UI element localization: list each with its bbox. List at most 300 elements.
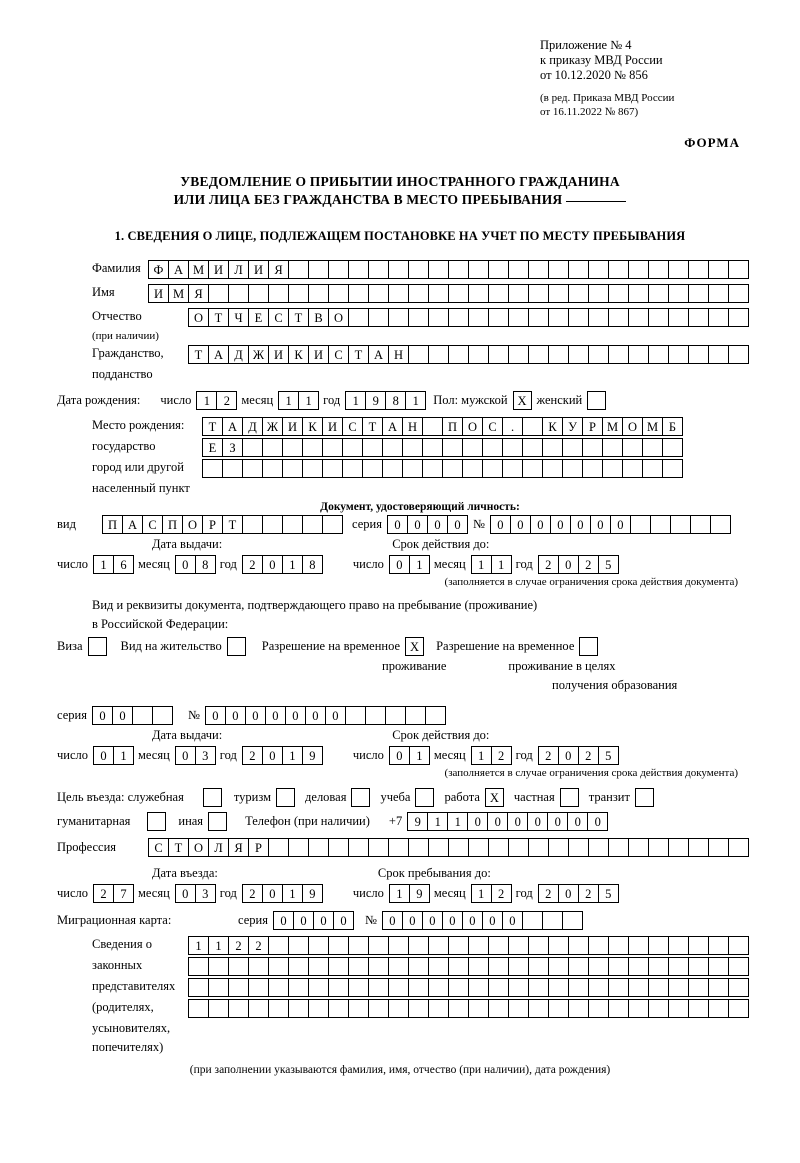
cell[interactable] [368,838,389,857]
cell[interactable] [728,345,749,364]
cell[interactable] [248,284,269,303]
cell[interactable] [228,284,249,303]
cell[interactable] [408,936,429,955]
cell[interactable]: 9 [407,812,428,831]
cell[interactable] [562,438,583,457]
cell[interactable]: 0 [175,555,196,574]
cell[interactable] [548,838,569,857]
cell[interactable]: 0 [262,746,283,765]
cell[interactable] [728,957,749,976]
cell[interactable] [488,936,509,955]
cell[interactable]: 0 [558,555,579,574]
cell[interactable] [322,459,343,478]
cell[interactable]: Б [662,417,683,436]
cell[interactable] [368,308,389,327]
cell[interactable]: У [562,417,583,436]
cell[interactable] [708,978,729,997]
cell[interactable] [268,999,289,1018]
cell[interactable] [382,438,403,457]
cell[interactable] [668,345,689,364]
cell[interactable]: Т [188,345,209,364]
birth-month-input[interactable] [278,391,318,410]
cell[interactable]: 2 [538,555,559,574]
cell[interactable] [348,260,369,279]
cell[interactable] [428,260,449,279]
profession-input[interactable] [148,838,748,857]
cell[interactable] [282,438,303,457]
identity-valid-day-input[interactable] [389,555,429,574]
cell[interactable] [408,260,429,279]
cell[interactable]: 1 [405,391,426,410]
cell[interactable]: О [182,515,203,534]
cell[interactable]: 5 [598,884,619,903]
temp-residence-checkbox[interactable]: X [405,637,424,656]
cell[interactable] [662,438,683,457]
cell[interactable]: 1 [471,746,492,765]
cell[interactable] [322,438,343,457]
cell[interactable] [650,515,671,534]
cell[interactable] [568,308,589,327]
cell[interactable] [508,308,529,327]
cell[interactable]: 0 [530,515,551,534]
cell[interactable] [448,284,469,303]
cell[interactable] [528,978,549,997]
cell[interactable] [648,978,669,997]
cell[interactable]: А [122,515,143,534]
cell[interactable] [188,978,209,997]
cell[interactable] [588,978,609,997]
cell[interactable] [508,957,529,976]
cell[interactable]: 1 [196,391,217,410]
cell[interactable]: 2 [578,884,599,903]
cell[interactable] [628,345,649,364]
cell[interactable]: 0 [407,515,428,534]
cell[interactable] [268,957,289,976]
cell[interactable]: 0 [527,812,548,831]
cell[interactable]: 1 [188,936,209,955]
cell[interactable] [288,838,309,857]
cell[interactable]: 2 [242,555,263,574]
cell[interactable]: 0 [587,812,608,831]
cell[interactable]: Т [222,515,243,534]
cell[interactable] [642,438,663,457]
cell[interactable] [385,706,406,725]
cell[interactable]: А [368,345,389,364]
entry-month-input[interactable] [175,884,215,903]
cell[interactable] [342,459,363,478]
cell[interactable] [428,838,449,857]
cell[interactable]: 0 [175,746,196,765]
cell[interactable] [708,284,729,303]
cell[interactable] [348,999,369,1018]
stay-day-input[interactable] [389,884,429,903]
cell[interactable] [568,936,589,955]
cell[interactable]: 0 [447,515,468,534]
cell[interactable] [388,999,409,1018]
visa-checkbox[interactable] [88,637,107,656]
cell[interactable] [608,260,629,279]
cell[interactable]: М [642,417,663,436]
cell[interactable]: 0 [92,706,113,725]
cell[interactable] [468,978,489,997]
cell[interactable]: 2 [242,884,263,903]
cell[interactable]: В [308,308,329,327]
cell[interactable] [328,978,349,997]
cell[interactable] [582,438,603,457]
cell[interactable]: 6 [113,555,134,574]
cell[interactable] [242,438,263,457]
cell[interactable] [268,284,289,303]
cell[interactable] [328,999,349,1018]
cell[interactable] [308,838,329,857]
cell[interactable] [362,438,383,457]
cell[interactable]: А [208,345,229,364]
cell[interactable] [368,260,389,279]
cell[interactable]: 0 [273,911,294,930]
cell[interactable] [602,459,623,478]
birth-year-input[interactable] [345,391,425,410]
cell[interactable] [448,345,469,364]
cell[interactable] [408,978,429,997]
cell[interactable] [548,999,569,1018]
cell[interactable]: Д [242,417,263,436]
stay-year-input[interactable] [538,884,618,903]
purpose-service-checkbox[interactable] [203,788,222,807]
cell[interactable] [348,838,369,857]
cell[interactable]: 7 [113,884,134,903]
cell[interactable] [670,515,691,534]
cell[interactable] [425,706,446,725]
cell[interactable] [708,838,729,857]
cell[interactable] [388,936,409,955]
cell[interactable] [462,459,483,478]
cell[interactable]: 1 [491,555,512,574]
cell[interactable] [388,284,409,303]
cell[interactable] [542,911,563,930]
identity-valid-year-input[interactable] [538,555,618,574]
cell[interactable] [408,308,429,327]
cell[interactable] [268,838,289,857]
identity-issue-day-input[interactable] [93,555,133,574]
cell[interactable] [548,308,569,327]
cell[interactable] [628,999,649,1018]
cell[interactable]: Е [202,438,223,457]
cell[interactable] [362,459,383,478]
cell[interactable] [422,438,443,457]
cell[interactable] [208,999,229,1018]
cell[interactable]: 1 [282,884,303,903]
cell[interactable] [668,957,689,976]
cell[interactable] [488,260,509,279]
cell[interactable] [262,515,283,534]
cell[interactable]: 0 [293,911,314,930]
cell[interactable] [668,308,689,327]
cell[interactable] [668,936,689,955]
cell[interactable] [728,284,749,303]
cell[interactable] [345,706,366,725]
cell[interactable] [488,308,509,327]
cell[interactable] [468,308,489,327]
cell[interactable] [208,978,229,997]
cell[interactable] [328,838,349,857]
cell[interactable] [548,260,569,279]
cell[interactable]: 9 [409,884,430,903]
legal-rep-input-1[interactable] [188,936,748,955]
identity-issue-year-input[interactable] [242,555,322,574]
cell[interactable] [608,838,629,857]
cell[interactable] [442,438,463,457]
sex-male-checkbox[interactable]: X [513,391,532,410]
cell[interactable] [448,838,469,857]
cell[interactable]: 0 [333,911,354,930]
cell[interactable]: Я [268,260,289,279]
cell[interactable]: А [222,417,243,436]
cell[interactable] [488,284,509,303]
cell[interactable] [468,345,489,364]
cell[interactable]: О [188,838,209,857]
cell[interactable] [282,459,303,478]
cell[interactable]: 2 [538,884,559,903]
cell[interactable] [302,459,323,478]
cell[interactable]: Т [168,838,189,857]
cell[interactable] [468,284,489,303]
cell[interactable] [468,838,489,857]
cell[interactable]: П [102,515,123,534]
cell[interactable]: 0 [389,746,410,765]
cell[interactable] [568,957,589,976]
cell[interactable]: 0 [442,911,463,930]
cell[interactable] [548,284,569,303]
cell[interactable] [368,999,389,1018]
cell[interactable]: 0 [422,911,443,930]
cell[interactable] [608,936,629,955]
cell[interactable] [688,838,709,857]
cell[interactable]: 0 [265,706,286,725]
stay-doc-issue-day-input[interactable] [93,746,133,765]
cell[interactable] [648,345,669,364]
cell[interactable]: М [168,284,189,303]
cell[interactable] [690,515,711,534]
cell[interactable] [262,438,283,457]
cell[interactable] [508,345,529,364]
cell[interactable] [302,438,323,457]
cell[interactable]: Л [208,838,229,857]
migration-series-input[interactable] [273,911,353,930]
cell[interactable] [405,706,426,725]
purpose-study-checkbox[interactable] [415,788,434,807]
cell[interactable] [468,260,489,279]
identity-issue-month-input[interactable] [175,555,215,574]
cell[interactable]: П [442,417,463,436]
entry-day-input[interactable] [93,884,133,903]
cell[interactable] [608,284,629,303]
cell[interactable]: 1 [282,555,303,574]
cell[interactable] [508,936,529,955]
cell[interactable] [328,284,349,303]
cell[interactable]: 8 [302,555,323,574]
cell[interactable]: И [248,260,269,279]
birthplace-input-2[interactable] [202,438,682,457]
cell[interactable]: С [328,345,349,364]
cell[interactable] [328,936,349,955]
cell[interactable] [568,260,589,279]
cell[interactable]: 0 [175,884,196,903]
cell[interactable] [365,706,386,725]
cell[interactable]: 9 [365,391,386,410]
cell[interactable] [568,284,589,303]
cell[interactable] [288,957,309,976]
cell[interactable]: 3 [195,746,216,765]
cell[interactable]: 2 [248,936,269,955]
cell[interactable] [288,284,309,303]
cell[interactable]: 1 [208,936,229,955]
cell[interactable] [488,999,509,1018]
cell[interactable]: 0 [225,706,246,725]
surname-input[interactable] [148,260,748,279]
cell[interactable] [308,999,329,1018]
cell[interactable]: К [302,417,323,436]
cell[interactable] [308,957,329,976]
cell[interactable] [328,957,349,976]
cell[interactable] [588,260,609,279]
cell[interactable]: 0 [487,812,508,831]
cell[interactable]: И [308,345,329,364]
identity-type-input[interactable] [102,515,342,534]
cell[interactable] [228,999,249,1018]
cell[interactable] [328,260,349,279]
cell[interactable] [648,260,669,279]
stay-doc-issue-month-input[interactable] [175,746,215,765]
cell[interactable] [348,308,369,327]
cell[interactable]: Л [228,260,249,279]
cell[interactable] [308,936,329,955]
cell[interactable]: 1 [345,391,366,410]
cell[interactable] [648,838,669,857]
cell[interactable] [248,978,269,997]
cell[interactable] [388,978,409,997]
sex-female-checkbox[interactable] [587,391,606,410]
cell[interactable]: 2 [538,746,559,765]
cell[interactable]: Р [582,417,603,436]
cell[interactable] [502,459,523,478]
cell[interactable] [548,345,569,364]
cell[interactable] [522,911,543,930]
cell[interactable] [428,308,449,327]
cell[interactable]: М [188,260,209,279]
cell[interactable] [708,308,729,327]
cell[interactable]: 8 [195,555,216,574]
cell[interactable] [388,957,409,976]
cell[interactable]: 1 [278,391,299,410]
cell[interactable]: 0 [112,706,133,725]
cell[interactable] [628,957,649,976]
cell[interactable] [448,999,469,1018]
cell[interactable] [388,308,409,327]
cell[interactable] [708,999,729,1018]
cell[interactable] [568,345,589,364]
cell[interactable] [628,978,649,997]
cell[interactable]: О [328,308,349,327]
cell[interactable]: Н [402,417,423,436]
cell[interactable]: И [282,417,303,436]
stay-doc-series-input[interactable] [92,706,172,725]
identity-number-input[interactable] [490,515,730,534]
cell[interactable]: . [502,417,523,436]
cell[interactable] [588,284,609,303]
cell[interactable] [708,345,729,364]
cell[interactable]: И [208,260,229,279]
cell[interactable] [408,999,429,1018]
cell[interactable] [662,459,683,478]
cell[interactable] [388,260,409,279]
stay-month-input[interactable] [471,884,511,903]
cell[interactable] [502,438,523,457]
cell[interactable] [408,838,429,857]
cell[interactable] [608,345,629,364]
cell[interactable]: 2 [578,746,599,765]
cell[interactable]: 1 [471,884,492,903]
cell[interactable] [648,957,669,976]
patronymic-input[interactable] [188,308,748,327]
cell[interactable] [588,308,609,327]
cell[interactable] [668,978,689,997]
cell[interactable]: 0 [205,706,226,725]
cell[interactable]: Д [228,345,249,364]
cell[interactable]: 0 [262,555,283,574]
cell[interactable] [628,260,649,279]
purpose-humanitarian-checkbox[interactable] [147,812,166,831]
cell[interactable] [288,260,309,279]
birthplace-input-1[interactable] [202,417,682,436]
cell[interactable] [268,978,289,997]
cell[interactable] [542,459,563,478]
purpose-transit-checkbox[interactable] [635,788,654,807]
cell[interactable] [728,978,749,997]
cell[interactable]: Т [362,417,383,436]
cell[interactable] [228,978,249,997]
cell[interactable] [208,284,229,303]
cell[interactable] [528,345,549,364]
cell[interactable] [428,957,449,976]
cell[interactable] [288,999,309,1018]
cell[interactable] [688,936,709,955]
cell[interactable] [462,438,483,457]
cell[interactable]: 0 [382,911,403,930]
cell[interactable] [688,978,709,997]
cell[interactable] [668,260,689,279]
cell[interactable] [628,308,649,327]
cell[interactable]: Я [188,284,209,303]
cell[interactable] [528,284,549,303]
cell[interactable]: И [268,345,289,364]
cell[interactable]: С [342,417,363,436]
cell[interactable]: 2 [93,884,114,903]
cell[interactable] [368,978,389,997]
cell[interactable]: И [322,417,343,436]
cell[interactable]: 0 [305,706,326,725]
birthplace-input-3[interactable] [202,459,682,478]
cell[interactable] [308,978,329,997]
cell[interactable] [608,957,629,976]
cell[interactable]: 0 [262,884,283,903]
citizenship-input[interactable] [188,345,748,364]
cell[interactable]: Я [228,838,249,857]
cell[interactable] [248,999,269,1018]
cell[interactable] [202,459,223,478]
cell[interactable]: 0 [467,812,488,831]
cell[interactable] [542,438,563,457]
cell[interactable] [428,345,449,364]
